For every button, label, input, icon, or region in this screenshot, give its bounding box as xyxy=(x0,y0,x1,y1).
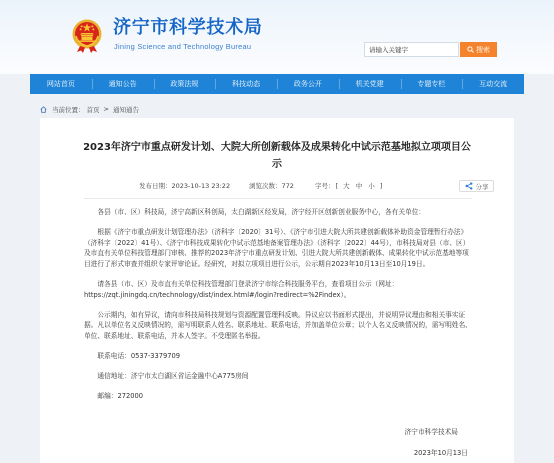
breadcrumb-separator: > xyxy=(103,105,109,113)
search-input[interactable] xyxy=(364,42,459,57)
article-card xyxy=(40,118,514,463)
main-nav xyxy=(30,74,524,94)
nav-item-party-building[interactable]: 机关党建 xyxy=(339,74,401,94)
signed-date: 2023年10月13日 xyxy=(413,449,468,457)
paragraph-platform: 请各县（市、区）及市直有关单位科技管理部门登录济宁市综合科技服务平台，查看项目公示（网址：https://zqt.jiningdq.cn/technology/dist/index.html#/login?redirect=%2Findex）。 xyxy=(84,279,399,299)
article-meta xyxy=(40,180,514,192)
salutation: 各县（市、区）科技局，济宁高新区科创局，太白湖新区经发局，济宁经开区创新创业服务中心，各有关单位： xyxy=(97,208,426,216)
search-button-label: 搜索 xyxy=(476,45,490,54)
contact-phone xyxy=(84,351,474,362)
nav-item-special-topics[interactable]: 专题专栏 xyxy=(401,74,463,94)
contact-postcode xyxy=(84,391,474,402)
breadcrumb-link-notices[interactable]: 通知通告 xyxy=(112,105,139,114)
share-icon xyxy=(465,182,473,190)
publish-date-label: 发布日期： xyxy=(139,182,172,190)
breadcrumb-label: 当前位置： xyxy=(52,105,85,114)
contact-phone-value: 0537-3379709 xyxy=(130,351,181,360)
contact-address-label: 通信地址： xyxy=(97,371,131,380)
nav-item-policies[interactable]: 政策法规 xyxy=(154,74,216,94)
paragraph-objection: 公示期内，如有异议，请向市科技局科技规划与资源配置管理科反映。异议应以书面形式提出，并说明异议理由和相关事实证据。凡以单位名义反映情况的，需写明联系人姓名、联系地址、联系电话，并加盖单位公章；以个人名义反映情况的，需写明姓名、单位、联系地址、联系电话，并本人签字。不受理匿名举报。 xyxy=(84,310,472,341)
nav-item-news[interactable]: 科技动态 xyxy=(215,74,277,94)
site-subtitle: Jining Science and Technology Bureau xyxy=(114,42,252,51)
font-size-large[interactable]: 大 xyxy=(343,182,350,190)
share-button[interactable] xyxy=(459,180,494,192)
publish-date xyxy=(139,180,230,192)
font-size-switcher xyxy=(315,180,383,192)
share-label: 分享 xyxy=(475,182,489,191)
article-body xyxy=(84,207,474,410)
font-size-small[interactable]: 小 xyxy=(368,182,375,190)
contact-postcode-label: 邮编： xyxy=(97,391,118,400)
nav-item-interaction[interactable]: 互动交流 xyxy=(462,74,524,94)
view-count-value: 772 xyxy=(281,182,294,190)
contact-address xyxy=(84,371,474,382)
publish-date-value: 2023-10-13 23:22 xyxy=(171,182,231,190)
emblem-icon xyxy=(71,19,103,54)
paragraph-basis: 根据《济宁市重点研发计划管理办法》（济科字〔2020〕31号）、《济宁市引进大院大所共建创新载体补助资金管理暂行办法》（济科字〔2022〕41号）、《济宁市科技成果转化中试示范基地备案管理办法》（济科字〔2022〕44号），市科技局对县（市、区）及市直有关单位科技管理部门审核、推荐的2023年济宁市重点研发计划、引进大院大所共建创新载体、成果转化中试示范基地等项目进行了形式审查并组织专家评审论证。经研究，对拟立项项目进行公示，公示期自2023年10月13日至10月19日。 xyxy=(84,227,470,269)
nav-item-notices[interactable]: 通知公告 xyxy=(92,74,154,94)
font-size-medium[interactable]: 中 xyxy=(355,182,363,190)
font-size-label: 字号： xyxy=(315,182,335,190)
meta-divider xyxy=(84,198,472,199)
signature: 济宁市科学技术局 xyxy=(404,428,458,436)
font-size-bracket-open: [ xyxy=(335,182,339,190)
article-title: 2023年济宁市重点研发计划、大院大所创新载体及成果转化中试示范基地拟立项项目公示 xyxy=(83,142,471,170)
view-count xyxy=(249,180,294,192)
breadcrumb xyxy=(40,104,139,114)
contact-address-value: 济宁市太白湖区省运金融中心A775房间 xyxy=(130,371,249,380)
search-icon xyxy=(467,46,474,53)
home-icon xyxy=(40,106,47,113)
contact-phone-label: 联系电话： xyxy=(97,351,131,360)
site-header xyxy=(0,0,554,74)
font-size-bracket-close: ] xyxy=(379,182,383,190)
breadcrumb-link-home[interactable]: 首页 xyxy=(86,105,100,114)
contact-postcode-value: 272000 xyxy=(117,391,143,400)
nav-item-public-affairs[interactable]: 政务公开 xyxy=(277,74,339,94)
nav-item-home[interactable]: 网站首页 xyxy=(46,80,75,88)
view-count-label: 浏览次数： xyxy=(249,182,282,190)
site-title: 济宁市科学技术局 xyxy=(113,17,263,38)
search-button[interactable] xyxy=(460,42,497,57)
